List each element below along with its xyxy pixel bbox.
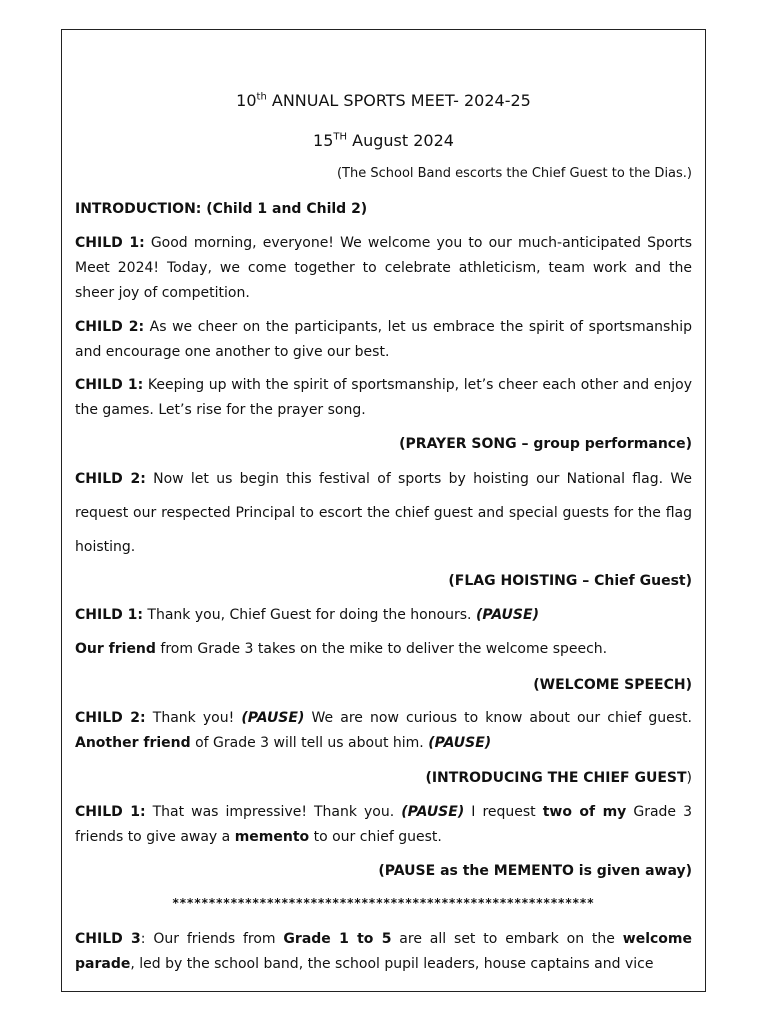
speaker-label: CHILD 2: [75, 710, 146, 726]
intro-heading [75, 197, 692, 222]
bold-phrase: Our friend [75, 641, 156, 657]
paragraph-child1-memento [75, 800, 692, 850]
dialogue-text: Good morning, everyone! We welcome you to our much-anticipated Sports Meet 2024! Today, we come together to celebrate athleticism, team work and the sheer joy of competition. [75, 235, 692, 301]
cue-memento [75, 859, 692, 884]
stage-cue: (WELCOME SPEECH) [533, 677, 692, 693]
bold-phrase: two of my [542, 804, 627, 820]
paragraph-child2-curious [75, 706, 692, 756]
paragraph-child1-thanks [75, 603, 692, 628]
dialogue-text: to our chief guest. [309, 829, 442, 845]
dialogue-text: of Grade 3 will tell us about him. [190, 735, 429, 751]
paragraph-welcome-speaker [75, 637, 692, 662]
dialogue-text: That was impressive! Thank you. [145, 804, 402, 820]
dialogue-text: Thank you! [145, 710, 242, 726]
paragraph-child1-prayer [75, 373, 692, 423]
dialogue-text: Now let us begin this festival of sports by hoisting our National flag. We request our respected Principal to escort the chief guest and special guests for the flag hoisting. [75, 471, 692, 555]
pause-cue: (PAUSE) [428, 735, 492, 751]
dialogue-text: We are now curious to know about our chief guest. [304, 710, 692, 726]
cue-prayer-song [75, 432, 692, 457]
speaker-label: CHILD 1: [75, 804, 146, 820]
band-note: (The School Band escorts the Chief Guest to the Dias.) [336, 166, 692, 181]
date-day: 15 [313, 131, 334, 150]
cue-welcome-speech [75, 673, 692, 698]
speaker-label: CHILD 2: [75, 319, 145, 335]
speaker-label: CHILD 3 [75, 931, 141, 947]
dialogue-text: are all set to embark on the [391, 931, 623, 947]
date-ordinal: TH [333, 131, 348, 143]
dialogue-text: Keeping up with the spirit of sportsmanship, let’s cheer each other and enjoy the games. Let’s rise for the prayer song. [75, 377, 692, 418]
stage-cue-close: ) [686, 770, 692, 786]
paragraph-child2-flag [75, 462, 692, 564]
stage-cue: (FLAG HOISTING – Chief Guest) [448, 573, 692, 589]
intro-heading-text: INTRODUCTION: (Child 1 and Child 2) [75, 201, 368, 217]
stage-cue: (INTRODUCING THE CHIEF GUEST [425, 770, 687, 786]
stage-cue: (PRAYER SONG – group performance) [399, 436, 692, 452]
title-text: ANNUAL SPORTS MEET- 2024-25 [266, 91, 531, 110]
speaker-label: CHILD 2: [75, 471, 146, 487]
stage-cue: (PAUSE as the MEMENTO is given away) [378, 863, 692, 879]
paragraph-child3-parade [75, 927, 692, 977]
speaker-label: CHILD 1: [75, 377, 144, 393]
cue-flag-hoisting [75, 569, 692, 594]
dialogue-text: from Grade 3 takes on the mike to deliver the welcome speech. [155, 641, 608, 657]
cue-introducing-guest [75, 766, 692, 791]
dialogue-text: I request [464, 804, 543, 820]
document-page [61, 29, 706, 992]
paragraph-child2-cheer [75, 315, 692, 365]
pause-cue: (PAUSE) [401, 804, 465, 820]
dialogue-text: Grade 3 friends to give away a [75, 804, 692, 845]
title-number: 10 [236, 91, 257, 110]
asterisk-divider: ********************************************************** [172, 896, 595, 910]
document-title [75, 91, 692, 110]
pause-cue: (PAUSE) [475, 607, 539, 623]
dialogue-text: : Our friends from [140, 931, 284, 947]
paragraph-child1-welcome [75, 231, 692, 306]
dialogue-text: , led by the school band, the school pupil leaders, house captains and vice [130, 956, 654, 972]
speaker-label: CHILD 1: [75, 235, 145, 251]
title-ordinal: th [256, 91, 267, 103]
pause-cue: (PAUSE) [241, 710, 305, 726]
date-month-year: August 2024 [347, 131, 454, 150]
bold-phrase: welcome parade [75, 931, 693, 972]
dialogue-text: Thank you, Chief Guest for doing the honours. [142, 607, 476, 623]
dialogue-text: As we cheer on the participants, let us embrace the spirit of sportsmanship and encourage one another to give our best. [75, 319, 692, 360]
bold-phrase: Another friend [75, 735, 191, 751]
bold-phrase: memento [234, 829, 310, 845]
document-date [75, 131, 692, 150]
bold-phrase: Grade 1 to 5 [283, 931, 392, 947]
speaker-label: CHILD 1: [75, 607, 143, 623]
